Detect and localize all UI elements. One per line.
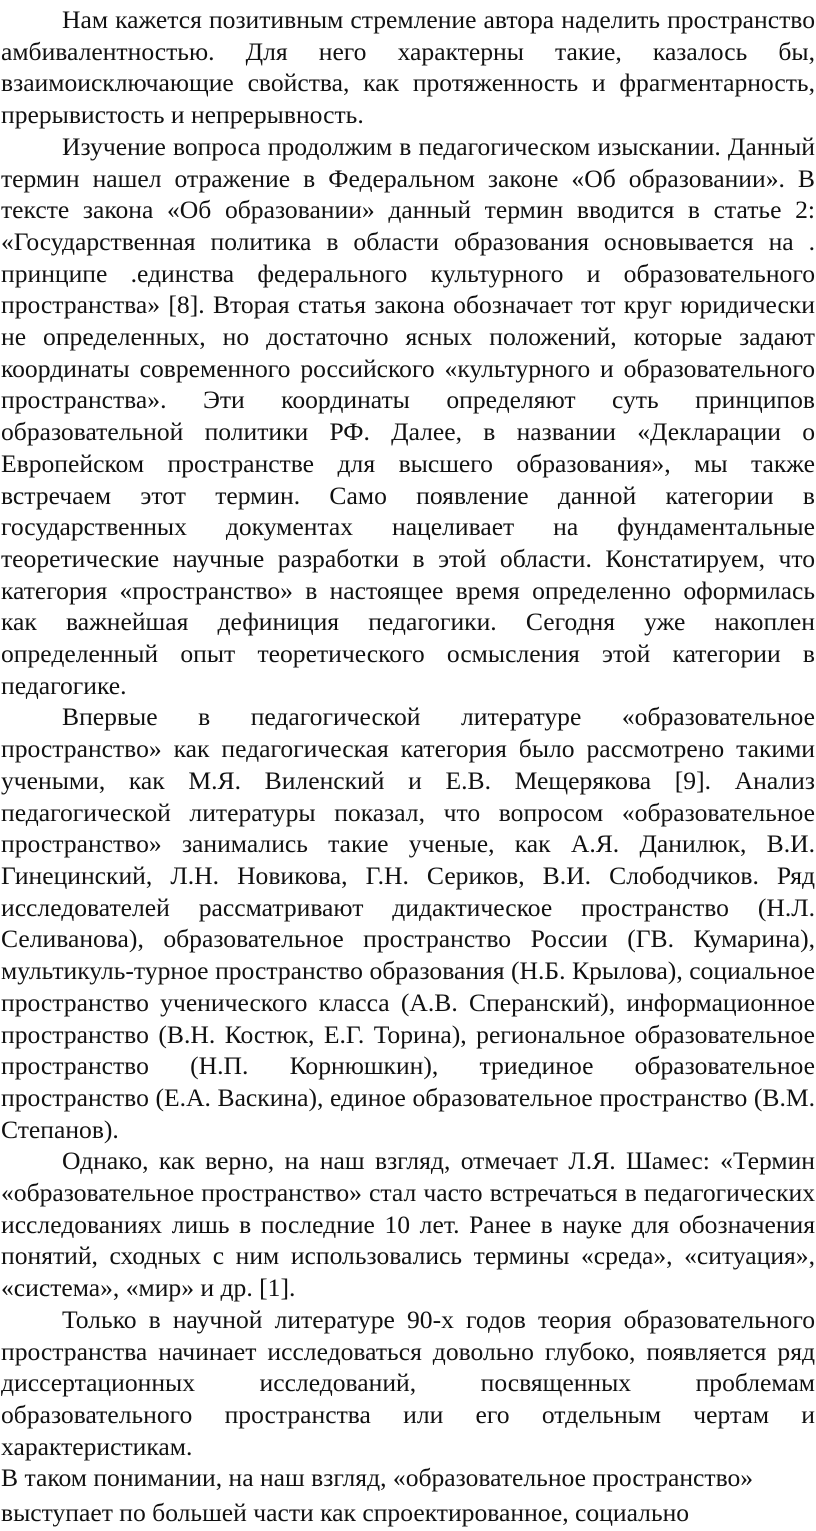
trailing-line-2: выступает по большей части как спроектированное, социально (1, 1498, 690, 1528)
paragraph-5: Только в научной литературе 90-х годов теория образовательного пространства начинает исследоваться довольно глубоко, появляется ряд диссертационных исследований, посвященных проблемам образовательного пространства или его отдельным чертам и характеристикам. (1, 1304, 815, 1461)
paragraph-3: Впервые в педагогической литературе «образовательное пространство» как педагогическая категория было рассмотрено такими учеными, как М.Я. Виленский и Е.В. Мещерякова [9]. Анализ педагогической литературы показал, что вопросом «образовательное пространство» занимались такие ученые, как А.Я. Данилюк, В.И. Гинецинский, Л.Н. Новикова, Г.Н. Сериков, В.И. Слободчиков. Ряд исследователей рассматривают дидактическое пространство (Н.Л. Селиванова), образовательное пространство России (ГВ. Кумарина), мультикуль-турное пространство образования (Н.Б. Крылова), социальное пространство ученического класса (А.В. Сперанский), информационное пространство (В.Н. Костюк, Е.Г. Торина), региональное образовательное пространство (Н.П. Корнюшкин), триединое образовательное пространство (Е.А. Васкина), единое образовательное пространство (В.М. Степанов). (1, 702, 815, 1144)
paragraph-2: Изучение вопроса продолжим в педагогическом изыскании. Данный термин нашел отражение в Федеральном законе «Об образовании». В тексте закона «Об образовании» данный термин вводится в статье 2: «Государственная политика в области образования основывается на . принципе .единства федерального культурного и образовательного пространства» [8]. Вторая статья закона обозначает тот круг юридически не определенных, но достаточно ясных положений, которые задают координаты современного российского «культурного и образовательного пространства». Эти координаты определяют суть принципов образовательной политики РФ. Далее, в названии «Декларации о Европейском пространстве для высшего образования», мы также встречаем этот термин. Само появление данной категории в государственных документах нацеливает на фундаментальные теоретические научные разработки в этой области. Констатируем, что категория «пространство» в настоящее время определенно оформилась как важнейшая дефиниция педагогики. Сегодня уже накоплен определенный опыт теоретического осмысления этой категории в педагогике. (1, 131, 815, 700)
paragraph-1: Нам кажется позитивным стремление автора наделить пространство амбивалентностью. Для него характерны такие, казалось бы, взаимоисключающие свойства, как протяженность и фрагментарность, прерывистость и непрерывность. (1, 5, 815, 130)
trailing-line-1: В таком понимании, на наш взгляд, «образовательное пространство» (1, 1463, 754, 1493)
paragraph-4: Однако, как верно, на наш взгляд, отмечает Л.Я. Шамес: «Термин «образовательное пространство» стал часто встречаться в педагогических исследованиях лишь в последние 10 лет. Ранее в науке для обозначения понятий, сходных с ним использовались термины «среда», «ситуация», «система», «мир» и др. [1]. (1, 1146, 815, 1303)
